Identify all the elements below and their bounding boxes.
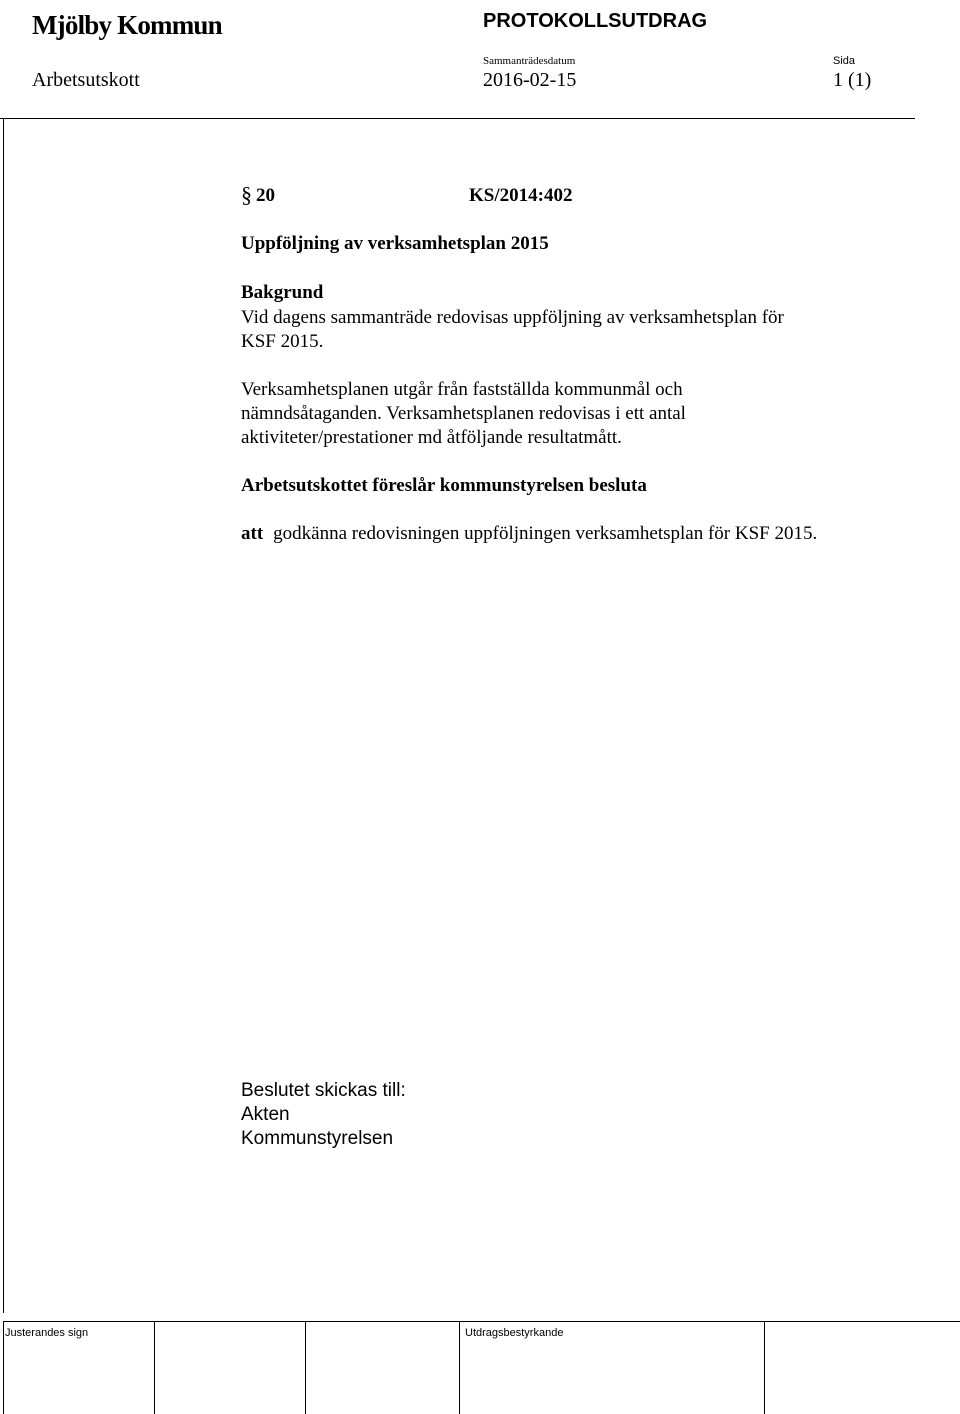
- text-line: aktiviteter/prestationer md åtföljande resultatmått.: [241, 427, 622, 448]
- footer-box-divider: [154, 1321, 155, 1414]
- recipient: Akten: [241, 1104, 290, 1125]
- background-paragraph: [241, 378, 686, 450]
- item-subject: Uppföljning av verksamhetsplan 2015: [241, 233, 549, 254]
- paragraph-number: 20: [256, 185, 275, 206]
- page-label: Sida: [833, 55, 856, 67]
- recipient: Kommunstyrelsen: [241, 1128, 394, 1149]
- utdragsbestyrkande-label: Utdragsbestyrkande: [465, 1327, 564, 1339]
- background-heading: Bakgrund: [241, 282, 324, 303]
- date-label: Sammanträdesdatum: [483, 55, 576, 67]
- distribution-heading: Beslutet skickas till:: [241, 1080, 406, 1101]
- page-number: 1 (1): [833, 69, 872, 91]
- document-type: PROTOKOLLSUTDRAG: [483, 10, 708, 32]
- background-text: [241, 306, 784, 354]
- justerandes-sign-label: Justerandes sign: [5, 1327, 89, 1339]
- proposal-heading: Arbetsutskottet föreslår kommunstyrelsen besluta: [241, 475, 647, 496]
- footer-box-divider: [3, 1321, 4, 1414]
- header-divider: [0, 118, 915, 119]
- decision-text: godkänna redovisningen uppföljningen verksamhetsplan för KSF 2015.: [273, 523, 818, 544]
- distribution-list: [241, 1079, 406, 1151]
- text-line: Vid dagens sammanträde redovisas uppföljning av verksamhetsplan för: [241, 307, 784, 328]
- text-line: KSF 2015.: [241, 331, 324, 352]
- left-margin-rule: [3, 118, 4, 1313]
- decision-line: [241, 523, 817, 545]
- paragraph-sign: §: [241, 182, 252, 207]
- att-word: att: [241, 523, 264, 544]
- text-line: nämndsåtaganden. Verksamhetsplanen redovisas i ett antal: [241, 403, 686, 424]
- footer-box-divider: [459, 1321, 460, 1414]
- text-line: Verksamhetsplanen utgår från fastställda kommunmål och: [241, 379, 683, 400]
- footer-box-divider: [764, 1321, 765, 1414]
- footer-divider: [3, 1321, 960, 1322]
- meeting-date: 2016-02-15: [483, 69, 577, 91]
- footer-box-divider: [305, 1321, 306, 1414]
- municipality-logo: Mjölby Kommun: [32, 10, 222, 40]
- committee-name: Arbetsutskott: [32, 69, 140, 91]
- case-number: KS/2014:402: [469, 185, 573, 206]
